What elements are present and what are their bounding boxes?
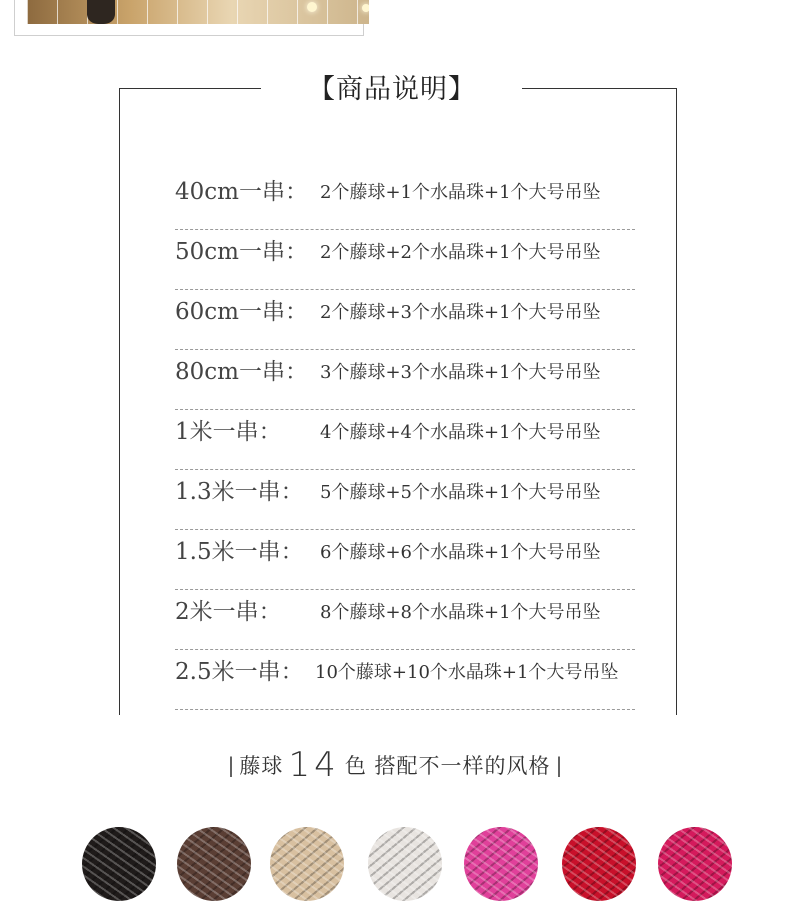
rattan-ball-beige (270, 827, 344, 901)
color-count: 14 (288, 745, 340, 785)
spec-length: 50cm一串： (175, 239, 308, 265)
spec-row (175, 650, 635, 710)
spec-row (175, 170, 635, 230)
spec-row (175, 230, 635, 290)
heading-suffix: 色 搭配不一样的风格 (344, 754, 551, 778)
rattan-ball-rose (658, 827, 732, 901)
spec-contents: 3个藤球+3个水晶珠+1个大号吊坠 (320, 362, 601, 383)
spec-list (175, 170, 635, 710)
heading-prefix: 藤球 (239, 754, 284, 778)
rattan-ball-white (368, 827, 442, 901)
spec-row (175, 410, 635, 470)
spec-row (175, 590, 635, 650)
spec-contents: 2个藤球+1个水晶珠+1个大号吊坠 (320, 182, 601, 203)
spec-contents: 4个藤球+4个水晶珠+1个大号吊坠 (320, 422, 601, 443)
spec-contents: 2个藤球+3个水晶珠+1个大号吊坠 (320, 302, 601, 323)
spec-length: 2.5米一串： (175, 659, 304, 685)
spec-row (175, 350, 635, 410)
spec-length: 80cm一串： (175, 359, 308, 385)
divider-line (119, 88, 261, 89)
hanging-vase (87, 0, 115, 24)
light-bulb (307, 2, 317, 12)
spec-length: 1米一串： (175, 419, 282, 445)
spec-contents: 8个藤球+8个水晶珠+1个大号吊坠 (320, 602, 601, 623)
rattan-ball-red (562, 827, 636, 901)
spec-row (175, 290, 635, 350)
spec-length: 40cm一串： (175, 179, 308, 205)
rattan-ball-black (82, 827, 156, 901)
spec-row (175, 530, 635, 590)
spec-contents: 6个藤球+6个水晶珠+1个大号吊坠 (320, 542, 601, 563)
decor-photo (27, 0, 369, 24)
light-bulb (362, 4, 369, 12)
spec-length: 1.5米一串： (175, 539, 304, 565)
rattan-ball-row (0, 822, 790, 862)
colors-heading (0, 745, 790, 785)
spec-contents: 5个藤球+5个水晶珠+1个大号吊坠 (320, 482, 601, 503)
heading-bar-right: | (555, 753, 563, 777)
spec-row (175, 470, 635, 530)
description-title: 【商品说明】 (308, 74, 476, 105)
window-grid (27, 0, 369, 24)
spec-length: 1.3米一串： (175, 479, 304, 505)
spec-contents: 10个藤球+10个水晶珠+1个大号吊坠 (315, 662, 619, 683)
spec-contents: 2个藤球+2个水晶珠+1个大号吊坠 (320, 242, 601, 263)
rattan-ball-brown (177, 827, 251, 901)
rattan-ball-pink (464, 827, 538, 901)
spec-length: 60cm一串： (175, 299, 308, 325)
spec-length: 2米一串： (175, 599, 282, 625)
divider-line (522, 88, 677, 89)
heading-bar-left: | (227, 753, 235, 777)
top-photo-frame (14, 0, 364, 36)
